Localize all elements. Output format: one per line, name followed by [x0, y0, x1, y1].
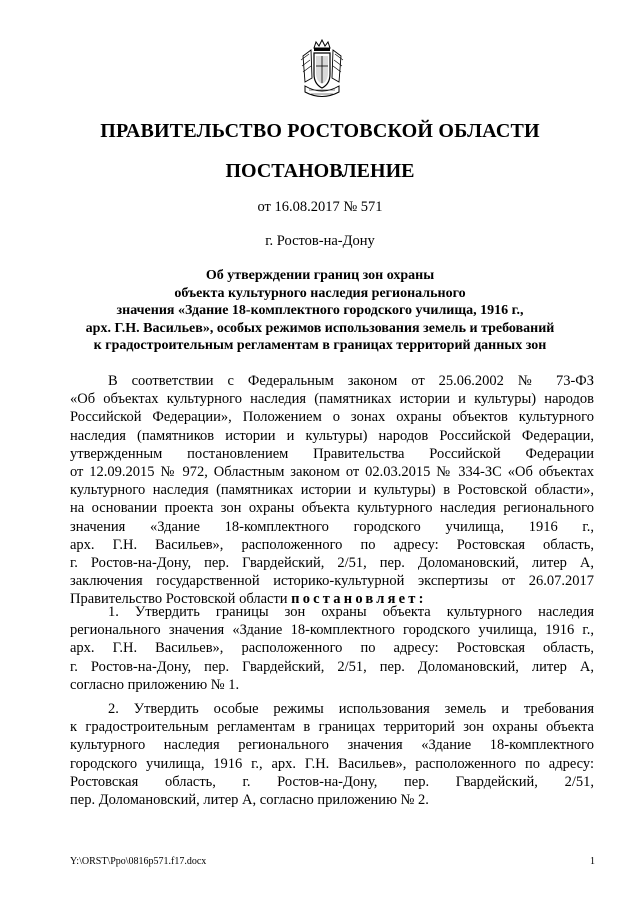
document-city: г. Ростов-на-Дону [265, 233, 375, 249]
footer-page-number: 1 [590, 856, 595, 867]
government-title: ПРАВИТЕЛЬСТВО РОСТОВСКОЙ ОБЛАСТИ [100, 120, 540, 142]
paragraph-line: культурного наследия регионального значения «Здание 18-комплектного [70, 737, 594, 754]
subject-line: Об утверждении границ зон охраны [205, 268, 435, 283]
paragraph-line: наследия (памятников истории и культуры) народов Российской Федерации, [70, 427, 594, 444]
document-date-number: от 16.08.2017 № 571 [257, 199, 383, 215]
subject-line: объекта культурного наследия регионального [174, 285, 466, 301]
paragraph-line: культурного наследия (памятниках истории и культуры) в Ростовской области», [70, 482, 594, 499]
paragraph-line: В соответствии с Федеральным законом от 25.06.2002 № 73-ФЗ [108, 373, 594, 389]
paragraph-line: арх. Г.Н. Васильев», расположенного по адресу: Ростовская область, [70, 536, 594, 553]
item-2-paragraph [70, 700, 594, 809]
subject-line: к градостроительным регламентам в границах территорий данных зон [93, 338, 547, 353]
paragraph-line: на основании проекта зон охраны объекта культурного наследия регионального [70, 500, 594, 517]
item-1-paragraph [70, 603, 594, 694]
paragraph-line: к градостроительным регламентам в границах территорий зон охраны объекта [70, 719, 594, 736]
document-type: ПОСТАНОВЛЕНИЕ [225, 160, 415, 182]
paragraph-line: заключения государственной историко-культурной экспертизы от 26.07.2017 [70, 573, 594, 590]
paragraph-line: утвержденным постановлением Правительства Российской Федерации [70, 445, 594, 462]
paragraph-line: «Об объектах культурного наследия (памятниках истории и культуры) народов [70, 391, 594, 408]
paragraph-line: 1. Утвердить границы зон охраны объекта культурного наследия [108, 604, 594, 620]
paragraph-line: Российской Федерации», Положением о зонах охраны объектов культурного [70, 409, 594, 426]
preamble-paragraph [70, 372, 594, 609]
document-subject [60, 267, 580, 355]
paragraph-line: арх. Г.Н. Васильев», расположенного по адресу: Ростовская область, [70, 640, 594, 657]
paragraph-line: регионального значения «Здание 18-комплектного городского училища, 1916 г., [70, 622, 594, 639]
paragraph-line: Ростовская область, г. Ростов-на-Дону, пер. Гвардейский, 2/51, [70, 773, 594, 790]
footer-file-path: Y:\ORST\Ppo\0816p571.f17.docx [70, 856, 207, 867]
paragraph-line: г. Ростов-на-Дону, пер. Гвардейский, 2/51, пер. Доломановский, литер А, [70, 658, 594, 675]
paragraph-line: г. Ростов-на-Дону, пер. Гвардейский, 2/51, пер. Доломановский, литер А, [70, 555, 594, 572]
paragraph-line: от 12.09.2015 № 972, Областным законом от 02.03.2015 № 334-ЗС «Об объектах [70, 464, 594, 481]
subject-line: значения «Здание 18-комплектного городского училища, 1916 г., [116, 303, 524, 318]
authority-name: Правительство Ростовской области [70, 591, 288, 608]
paragraph-line: согласно приложению № 1. [70, 676, 240, 693]
paragraph-line: 2. Утвердить особые режимы использования земель и требования [108, 701, 594, 717]
coat-of-arms-emblem-icon [297, 38, 347, 102]
paragraph-line: значения «Здание 18-комплектного городского училища, 1916 г., [70, 518, 594, 535]
paragraph-line: пер. Доломановский, литер А, согласно приложению № 2. [70, 792, 429, 809]
subject-line: арх. Г.Н. Васильев», особых режимов использования земель и требований [85, 320, 555, 336]
paragraph-line: городского училища, 1916 г., арх. Г.Н. Васильев», расположенного по адресу: [70, 755, 594, 772]
resolves-keyword: постановляет: [291, 591, 427, 608]
